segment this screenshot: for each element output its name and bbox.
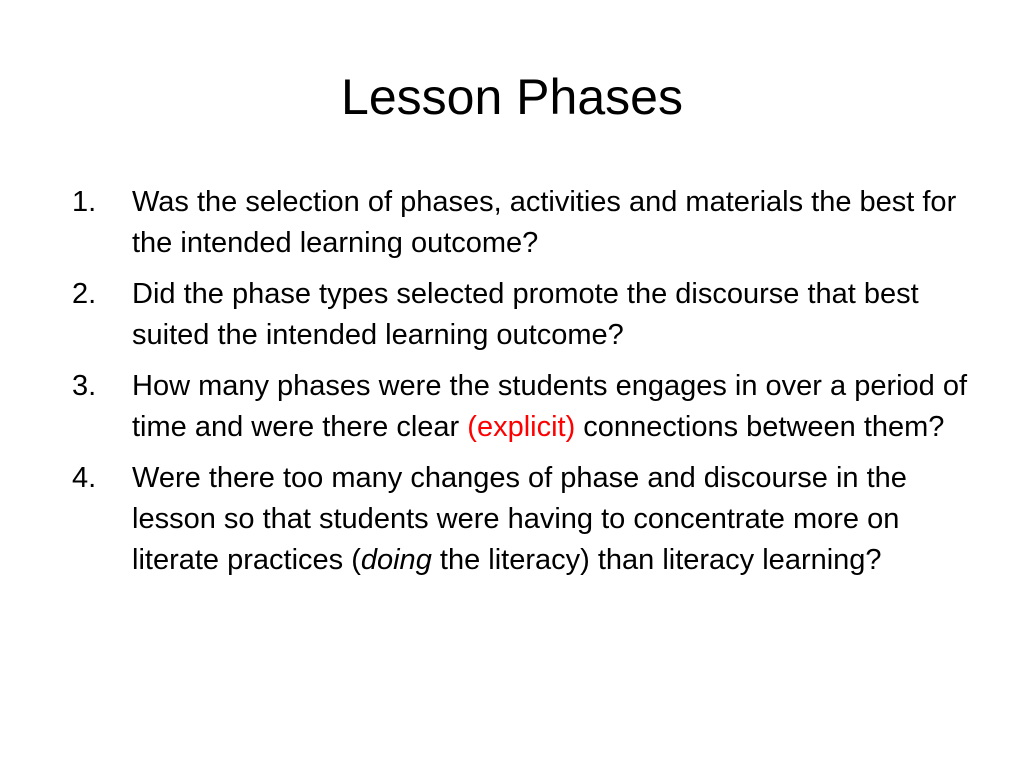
item-text-after: the literacy) than literacy learning? [431,544,882,576]
item-text-before: Were there too many changes of phase and discourse in the lesson so that students were having to concentrate more on literate practices ( [132,462,907,576]
item-number: 2. [72,278,97,310]
emphasized-text: doing [360,544,432,576]
highlighted-text: (explicit) [467,411,576,443]
item-number: 3. [72,370,97,402]
list-item [72,182,972,264]
list-item [72,274,972,356]
item-text: Did the phase types selected promote the discourse that best suited the intended learning outcome? [132,278,919,351]
list-item [72,458,972,581]
item-text: Was the selection of phases, activities and materials the best for the intended learning outcome? [132,186,957,259]
slide-title: Lesson Phases [341,69,683,125]
item-text [132,458,972,581]
item-text-before: How many phases were the students engages in over a period of time and were there clear [132,370,968,443]
item-text-after: connections between them? [575,411,945,443]
question-list [72,182,972,591]
item-text [132,366,972,448]
item-number: 4. [72,462,97,494]
item-number: 1. [72,186,97,218]
list-item [72,366,972,448]
